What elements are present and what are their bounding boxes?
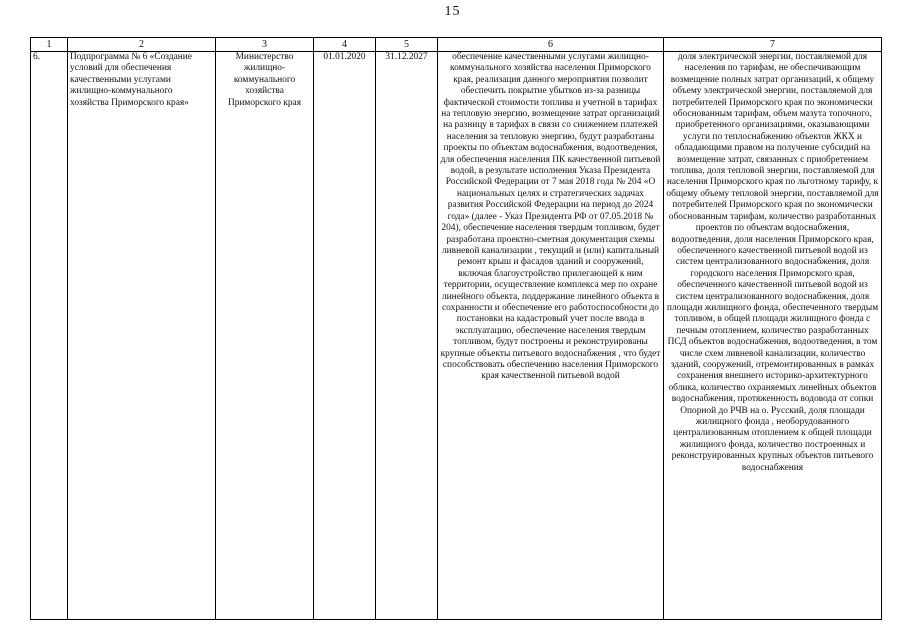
responsible-executor: Министерство жилищно-коммунального хозяйства Приморского края: [216, 52, 314, 620]
target-indicators: доля электрической энергии, поставляемой для населения по тарифам, не обеспечивающим возмещение полных затрат организаций, к общему объему электрической энергии, поставляемой для потребителей Приморского края по экономически обоснованным тарифам, объем мазута топочного, приобретенного организациями, оказывающими услуги по теплоснабжению объектов ЖКХ и обладающими правом на получение субсидий на возмещение затрат, связанных с приобретением топлива, доля тепловой энергии, поставляемой для населения Приморского края по льготному тарифу, к общему объему тепловой энергии, поставляемой для потребителей Приморского края по экономически обоснованным тарифам, количество разработанных проектов по объектам водоснабжения, водоотведения, доля населения Приморского края, обеспеченного качественной питьевой водой из систем централизованного водоснабжения, доля городского населения Приморского края, обеспеченного качественной питьевой водой из систем централизованного водоснабжения, доля площади жилищного фонда, обеспеченного твердым топливом, в общей площади жилищного фонда с печным отоплением, количество разработанных ПСД объектов водоснабжения, водоотведения, в том числе схем ливневой канализации, количество зданий, сооружений, отремонтированных в рамках сохранения внешнего историко-архитектурного облика, количество охраняемых линейных объектов водоснабжения, протяженность водовода от сопки Опорной до РЧВ на о. Русский, доля площади жилищного фонда , необорудованного централизованным отоплением к общей площади жилищного фонда, количество построенных и реконструированных крупных объектов питьевого водоснабжения: [664, 52, 882, 620]
header-col-7: 7: [664, 38, 882, 52]
header-col-1: 1: [31, 38, 68, 52]
subprogram-name: Подпрограмма № 6 «Создание условий для обеспечения качественными услугами жилищно-коммунального хозяйства Приморского края»: [68, 52, 216, 620]
header-col-2: 2: [68, 38, 216, 52]
start-date: 01.01.2020: [314, 52, 376, 620]
header-col-5: 5: [376, 38, 438, 52]
page-number: 15: [444, 4, 461, 19]
header-col-6: 6: [438, 38, 664, 52]
row-number: 6.: [31, 52, 68, 620]
table-row: [31, 52, 882, 620]
header-col-3: 3: [216, 38, 314, 52]
header-col-4: 4: [314, 38, 376, 52]
header-row: [31, 38, 882, 52]
expected-result: обеспечение качественными услугами жилищно-коммунального хозяйства населения Приморского края, реализация данного мероприятия позволит обеспечить покрытие убытков из-за разницы фактической стоимости топлива и учетной в тарифах на тепловую энергию, возмещение затрат организаций на разницу в тарифах в связи со снижением платежей населения за тепловую энергию, будут разработаны проекты по объектам водоснабжения, водоотведения, для обеспечения населения ПК качественной питьевой водой, в результате исполнения Указа Президента Российской Федерации от 7 мая 2018 года № 204 «О национальных целях и стратегических задачах развития Российской Федерации на период до 2024 года» (далее - Указ Президента РФ от 07.05.2018 № 204), обеспечение населения твердым топливом, будет разработана проектно-сметная документация схемы ливневой канализации , текущий и (или) капитальный ремонт крыш и фасадов зданий и сооружений, включая благоустройство прилегающей к ним территории, осуществление комплекса мер по охране линейного объекта, поддержание линейного объекта в сохранности и обеспечение его работоспособности до постановки на кадастровый учет после ввода в эксплуатацию, обеспечение населения твердым топливом, будут построены и реконструированы крупные объекты питьевого водоснабжения , что будет способствовать обеспечению населения Приморского края качественной питьевой водой: [438, 52, 664, 620]
program-table: [30, 37, 882, 620]
end-date: 31.12.2027: [376, 52, 438, 620]
